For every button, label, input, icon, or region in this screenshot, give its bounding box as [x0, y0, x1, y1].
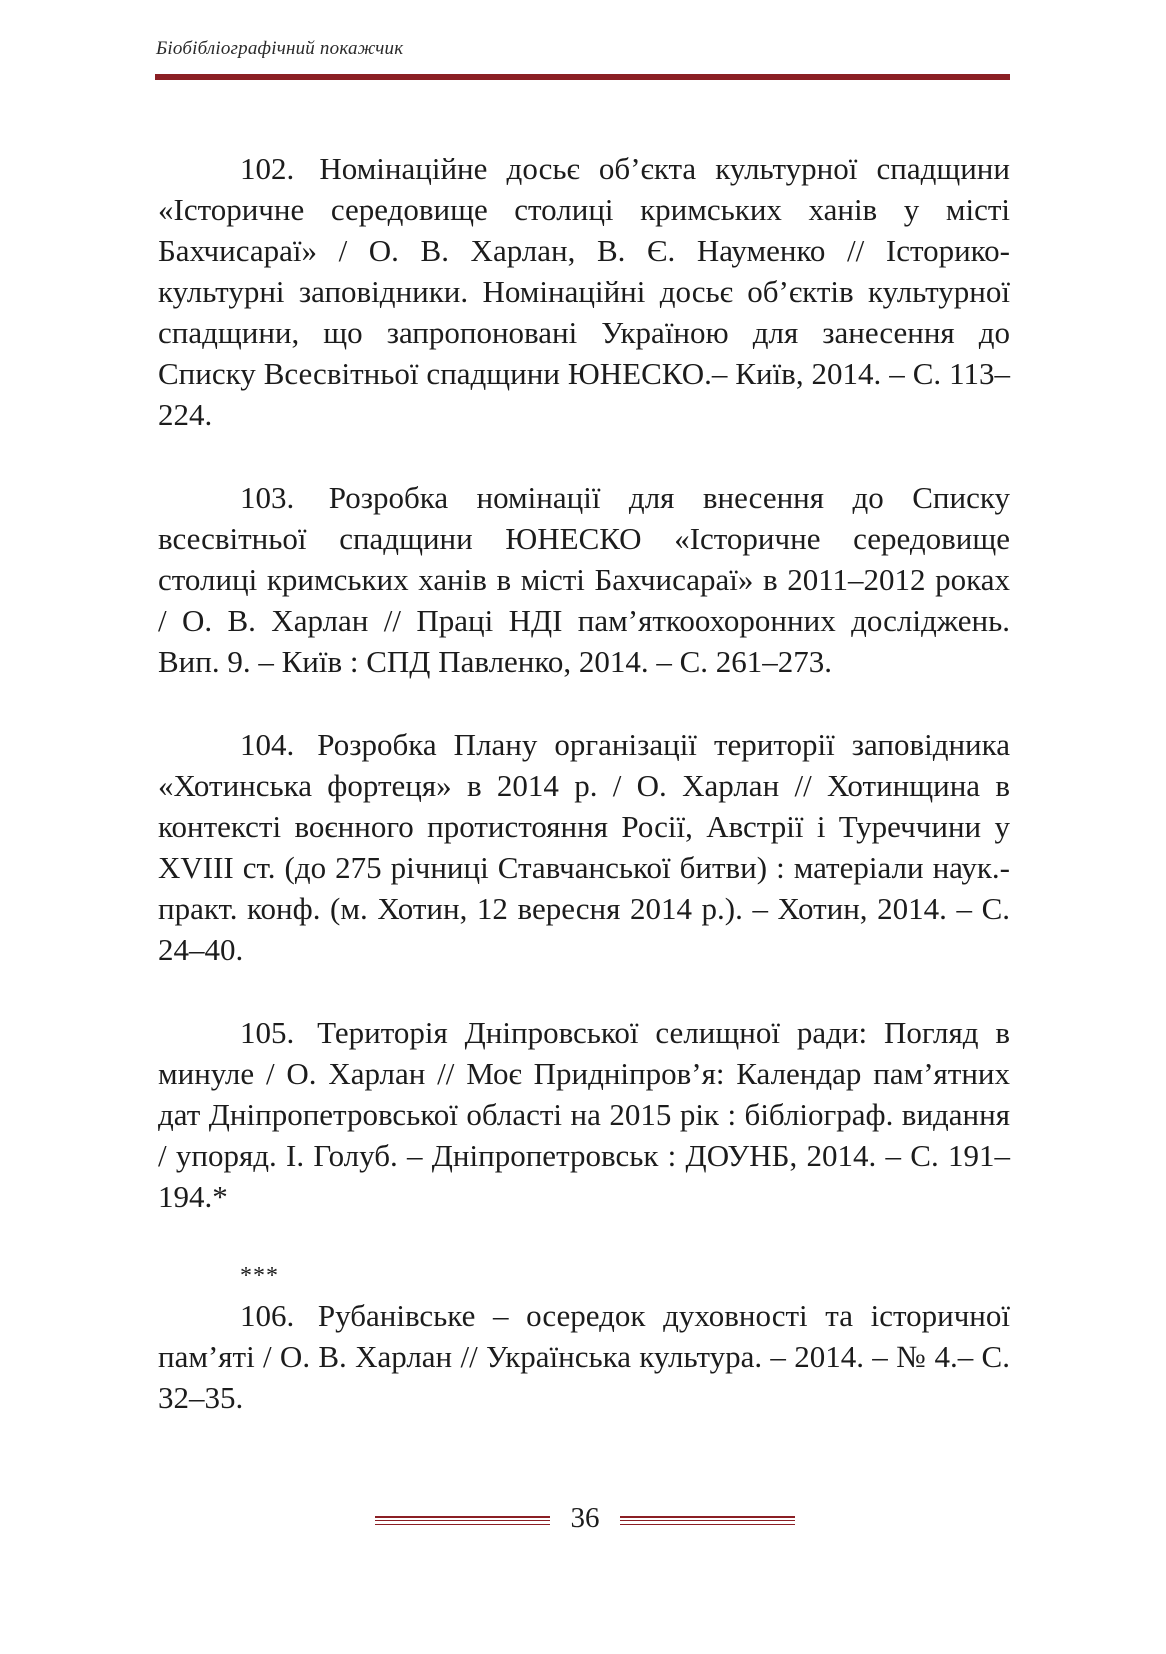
- running-header: Біобібліографічний покажчик: [156, 38, 404, 59]
- entry-number: 105.: [240, 1015, 295, 1050]
- bibliography-entry-104: [158, 724, 1010, 970]
- entry-number: 102.: [240, 151, 295, 186]
- page-number: 36: [570, 1502, 600, 1534]
- entry-number: 103.: [240, 480, 295, 515]
- footer-rule-right: [620, 1516, 795, 1525]
- bibliography-entry-105: [158, 1012, 1010, 1217]
- page-footer: [0, 1500, 1166, 1540]
- entry-text: Номінаційне досьє об’єкта культурної спадщини «Історичне середовище столиці кримських ханів у місті Бахчисараї» / О. В. Харлан, В. Є. Науменко // Історико-культурні заповідники. Номінаційні досьє об’єктів культурної спадщини, що запропоновані Україною для занесення до Списку Всесвітньої спадщини ЮНЕСКО.– Київ, 2014. – С. 113–224.: [158, 151, 1010, 432]
- section-asterism: ***: [240, 1263, 279, 1289]
- entry-text: Розробка номінації для внесення до Списку всесвітньої спадщини ЮНЕСКО «Історичне середовище столиці кримських ханів в місті Бахчисараї» в 2011–2012 роках / О. В. Харлан // Праці НДІ пам’яткоохоронних досліджень. Вип. 9. – Київ : СПД Павленко, 2014. – С. 261–273.: [158, 480, 1010, 679]
- entry-text: Територія Дніпровської селищної ради: Погляд в минуле / О. Харлан // Моє Придніпров’я: Календар пам’ятних дат Дніпропетровської області на 2015 рік : бібліограф. видання / упоряд. І. Голуб. – Дніпропетровськ : ДОУНБ, 2014. – С. 191–194.*: [158, 1015, 1011, 1214]
- bibliography-list: [158, 148, 1010, 1460]
- bibliography-entry-106: [158, 1295, 1010, 1418]
- entry-number: 104.: [240, 727, 295, 762]
- bibliography-entry-103: [158, 477, 1010, 682]
- header-rule: [155, 74, 1010, 80]
- footer-rule-left: [375, 1516, 550, 1525]
- bibliography-entry-102: [158, 148, 1010, 435]
- entry-text: Рубанівське – осередок духовності та історичної пам’яті / О. В. Харлан // Українська культура. – 2014. – № 4.– С. 32–35.: [158, 1298, 1010, 1415]
- entry-number: 106.: [240, 1298, 295, 1333]
- entry-text: Розробка Плану організації території заповідника «Хотинська фортеця» в 2014 р. / О. Харлан // Хотинщина в контексті воєнного протистояння Росії, Австрії і Туреччини у XVIII ст. (до 275 річниці Ставчанської битви) : матеріали наук.-практ. конф. (м. Хотин, 12 вересня 2014 р.). – Хотин, 2014. – С. 24–40.: [158, 727, 1011, 967]
